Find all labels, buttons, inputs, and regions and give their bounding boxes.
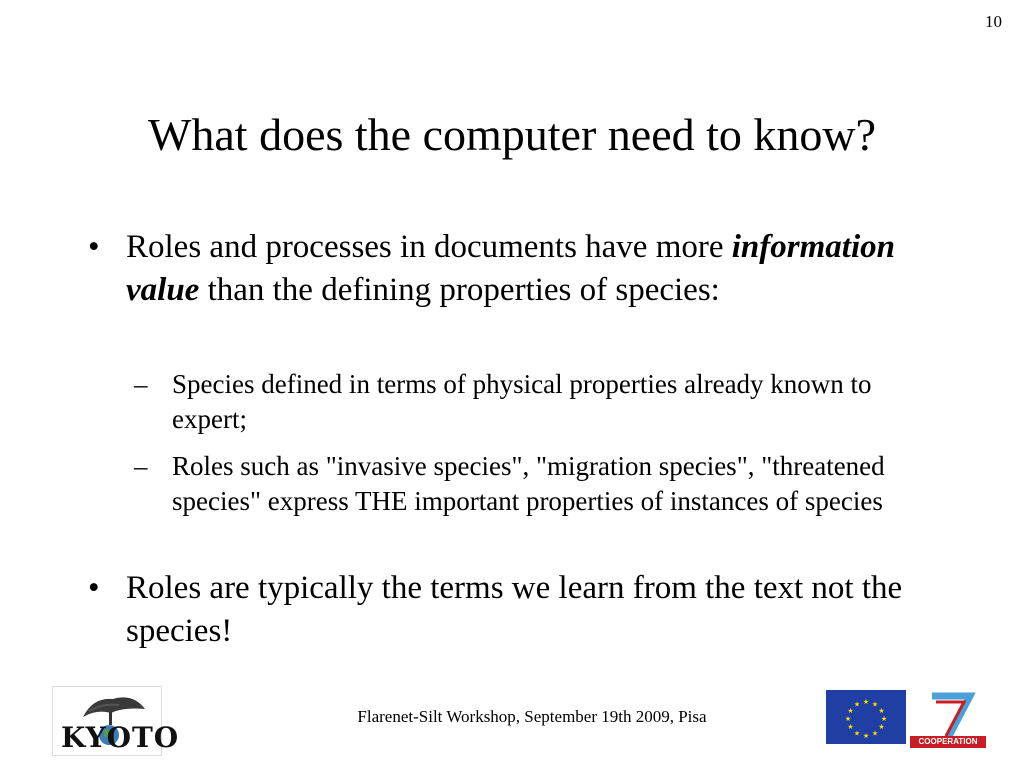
svg-text:★: ★: [844, 715, 852, 723]
svg-text:★: ★: [871, 700, 879, 709]
sub-bullet-text: Roles such as "invasive species", "migration species", "threatened species" express THE important properties of instances of species: [172, 451, 885, 516]
eu-flag-icon: [826, 690, 906, 744]
bullet-text-after: than the defining properties of species:: [207, 272, 720, 308]
kyoto-logo-text: KYOTO: [61, 721, 180, 754]
seven-icon: [910, 690, 988, 742]
bullet-marker: •: [88, 229, 100, 265]
sub-bullet-marker: –: [134, 369, 148, 399]
fp7-cooperation-logo: [910, 690, 988, 754]
slide-title: What does the computer need to know?: [147, 109, 877, 160]
svg-text:★: ★: [878, 723, 885, 731]
svg-text:★: ★: [862, 698, 870, 706]
bullet-marker: •: [88, 570, 100, 606]
svg-text:★: ★: [853, 729, 861, 738]
bullet-text-before: Roles and processes in documents have more: [126, 229, 724, 265]
slide-number: 10: [985, 12, 1002, 31]
bullet-text: Roles are typically the terms we learn from the text not the species!: [126, 570, 903, 649]
bullet-roles-processes: [90, 226, 920, 312]
footer-text: Flarenet-Silt Workshop, September 19th 2009, Pisa: [357, 707, 707, 726]
sub-bullet-physical-properties: [136, 367, 936, 437]
bullet-roles-terms: [90, 567, 920, 653]
svg-text:★: ★: [878, 707, 885, 715]
sub-bullet-marker: –: [134, 451, 148, 481]
sub-bullet-text: Species defined in terms of physical properties already known to expert;: [172, 369, 872, 434]
svg-text:★: ★: [880, 715, 888, 723]
svg-text:★: ★: [871, 729, 879, 738]
fp7-label: COOPERATION: [910, 736, 986, 748]
svg-text:★: ★: [847, 707, 854, 715]
bullet-text: [90, 226, 920, 312]
svg-text:★: ★: [862, 732, 870, 740]
bullet-emphasis: information value: [126, 229, 895, 308]
svg-text:★: ★: [853, 700, 861, 709]
sub-bullet-roles-examples: [136, 449, 936, 519]
svg-text:★: ★: [847, 723, 854, 731]
